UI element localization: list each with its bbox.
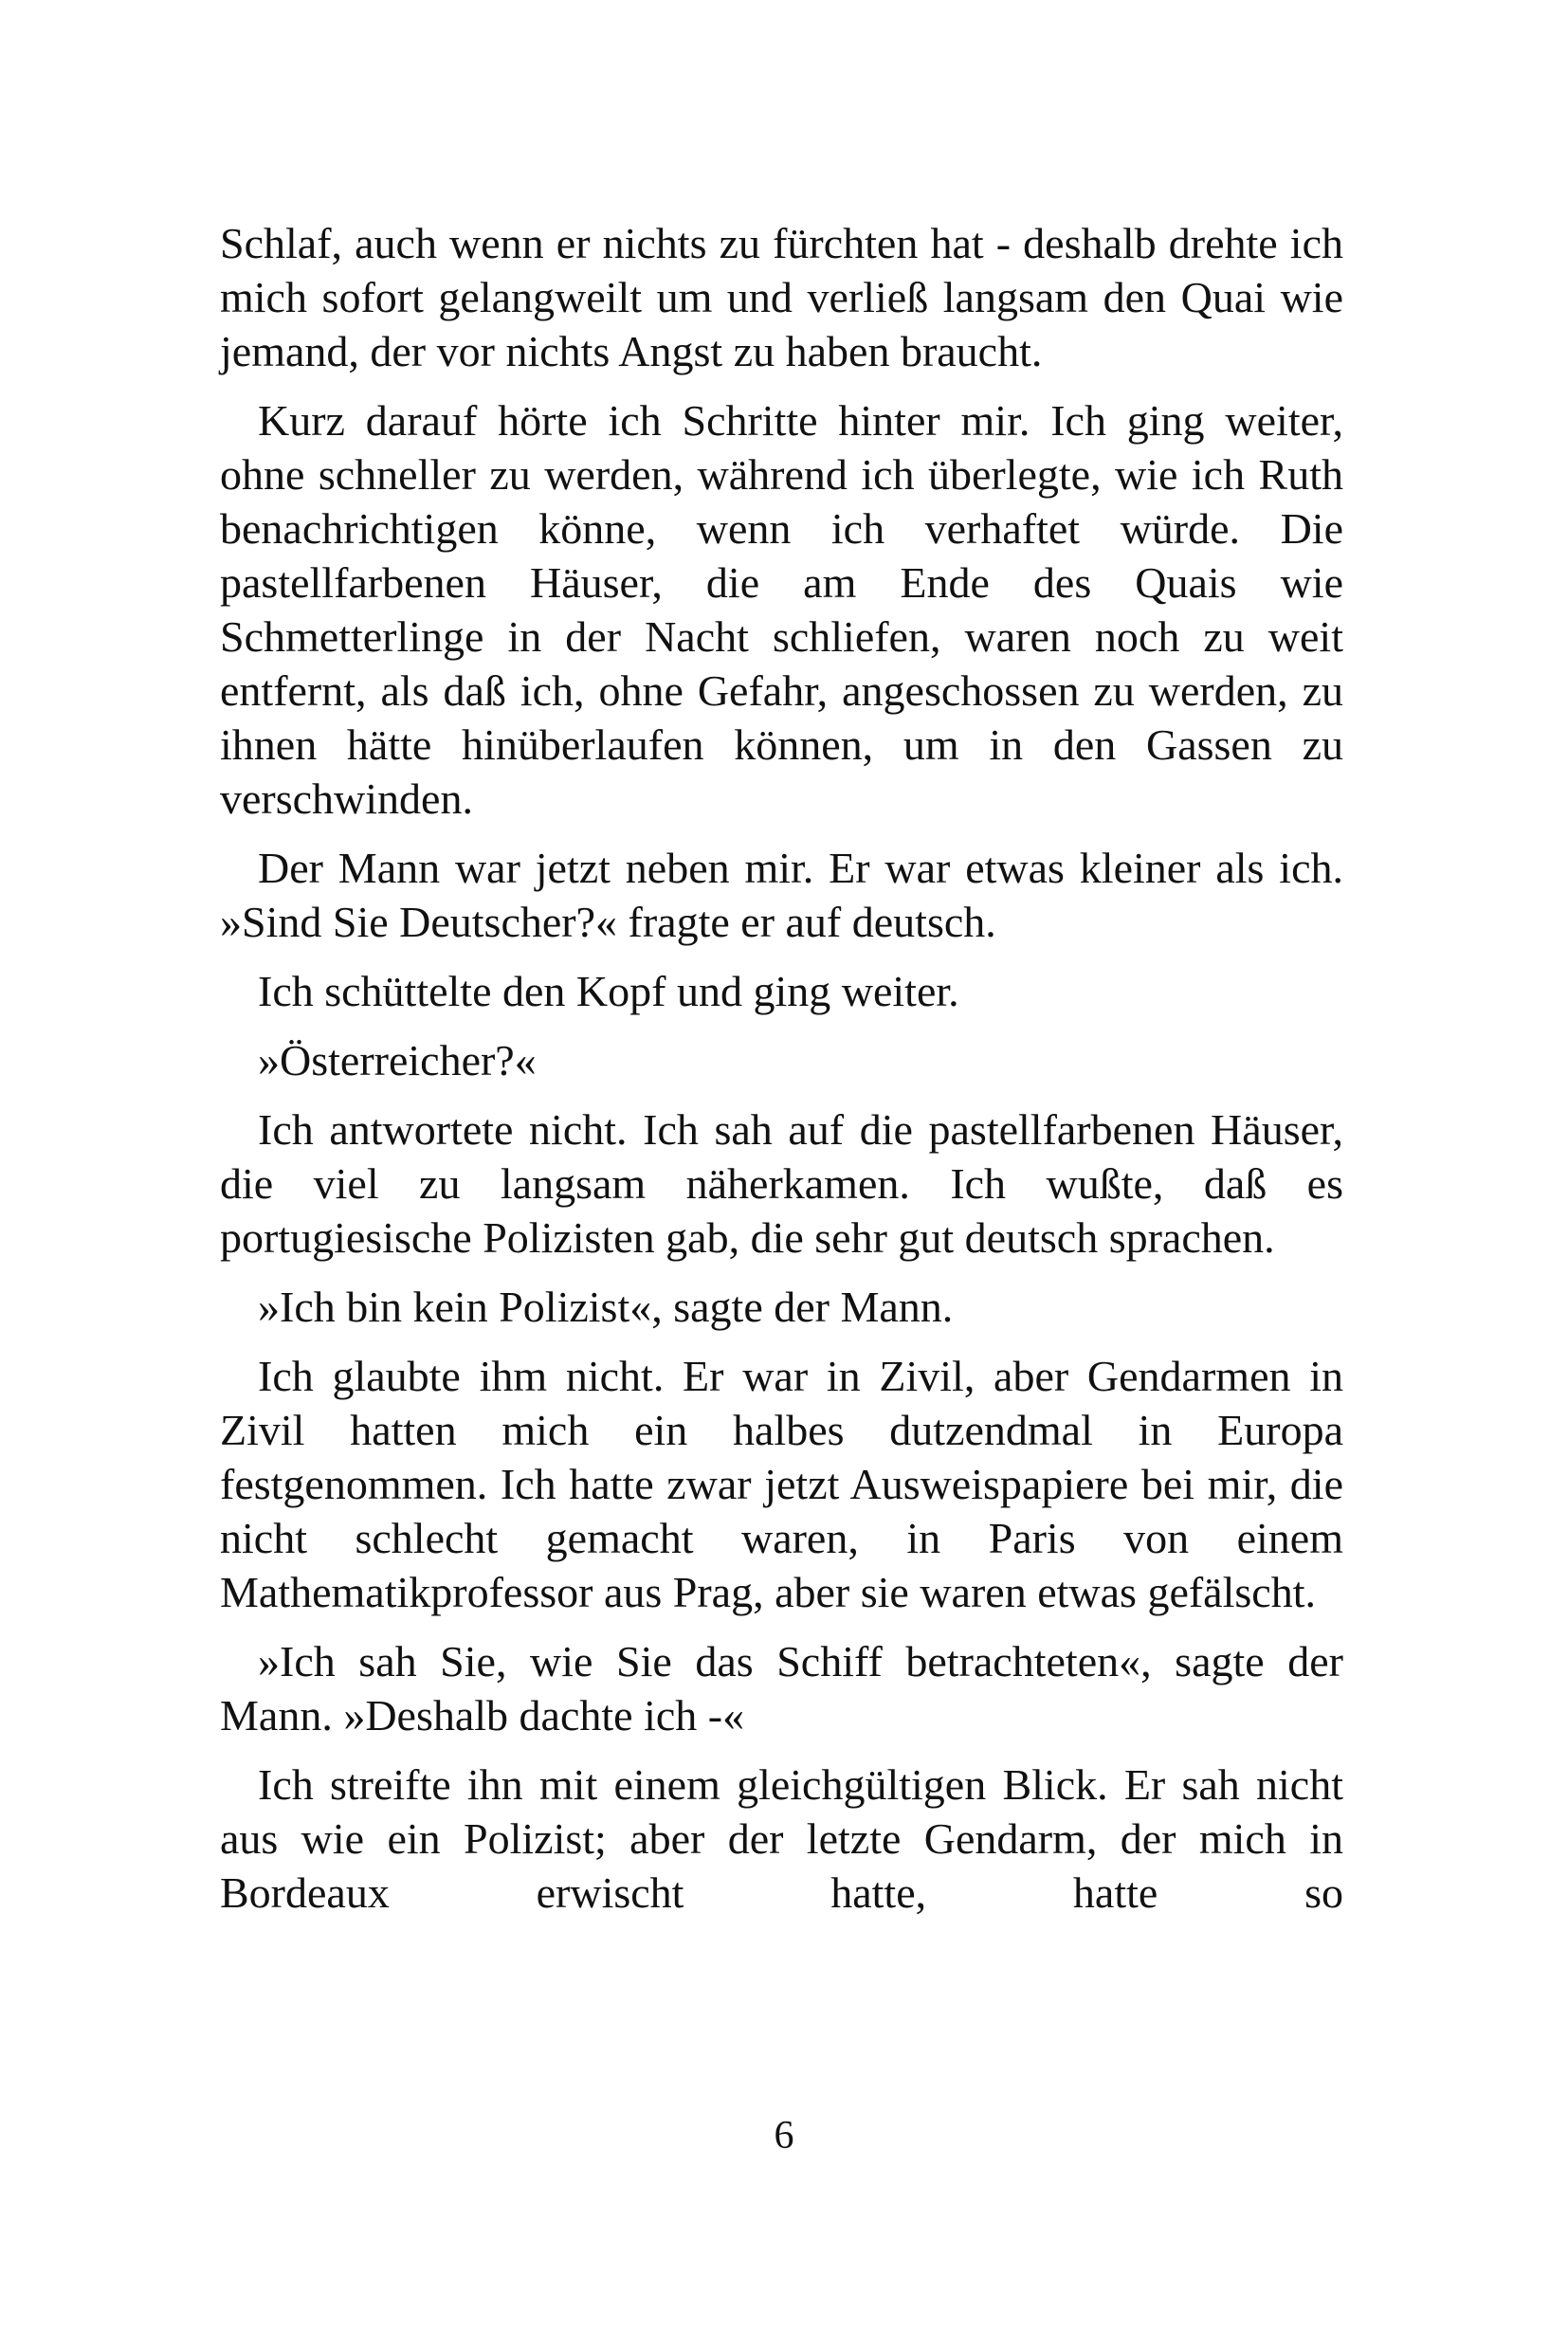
paragraph: Ich schüttelte den Kopf und ging weiter. (258, 967, 959, 1015)
paragraph: »Ich sah Sie, wie Sie das Schiff betrachteten«, sagte der Mann. »Deshalb dachte ich -« (220, 1637, 1343, 1740)
page-number: 6 (774, 2114, 794, 2158)
body-text (220, 216, 1343, 1935)
paragraph: »Ich bin kein Polizist«, sagte der Mann. (258, 1283, 954, 1331)
paragraph: Ich streifte ihn mit einem gleichgültigen Blick. Er sah nicht aus wie ein Polizist; aber der letzte Gendarm, der mich in Bordeaux erwischt hatte, hatte so (220, 1760, 1343, 1917)
paragraph: Ich antwortete nicht. Ich sah auf die pastellfarbenen Häuser, die viel zu langsam näherkamen. Ich wußte, daß es portugiesische Polizisten gab, die sehr gut deutsch sprachen. (220, 1105, 1343, 1262)
paragraph: Kurz darauf hörte ich Schritte hinter mir. Ich ging weiter, ohne schneller zu werden, während ich überlegte, wie ich Ruth benachrichtigen könne, wenn ich verhaftet würde. Die pastellfarbenen Häuser, die am Ende des Quais wie Schmetterlinge in der Nacht schliefen, waren noch zu weit entfernt, als daß ich, ohne Gefahr, angeschossen zu werden, zu ihnen hätte hinüberlaufen können, um in den Gassen zu verschwinden. (220, 396, 1343, 823)
paragraph: Der Mann war jetzt neben mir. Er war etwas kleiner als ich. »Sind Sie Deutscher?« fragte er auf deutsch. (220, 844, 1343, 946)
paragraph: Ich glaubte ihm nicht. Er war in Zivil, aber Gendarmen in Zivil hatten mich ein halbes dutzendmal in Europa festgenommen. Ich hatte zwar jetzt Ausweispapiere bei mir, die nicht schlecht gemacht waren, in Paris von einem Mathematikprofessor aus Prag, aber sie waren etwas gefälscht. (220, 1352, 1343, 1616)
paragraph: Schlaf, auch wenn er nichts zu fürchten hat - deshalb drehte ich mich sofort gelangweilt um und verließ langsam den Quai wie jemand, der vor nichts Angst zu haben braucht. (220, 219, 1343, 375)
paragraph: »Österreicher?« (258, 1036, 537, 1084)
